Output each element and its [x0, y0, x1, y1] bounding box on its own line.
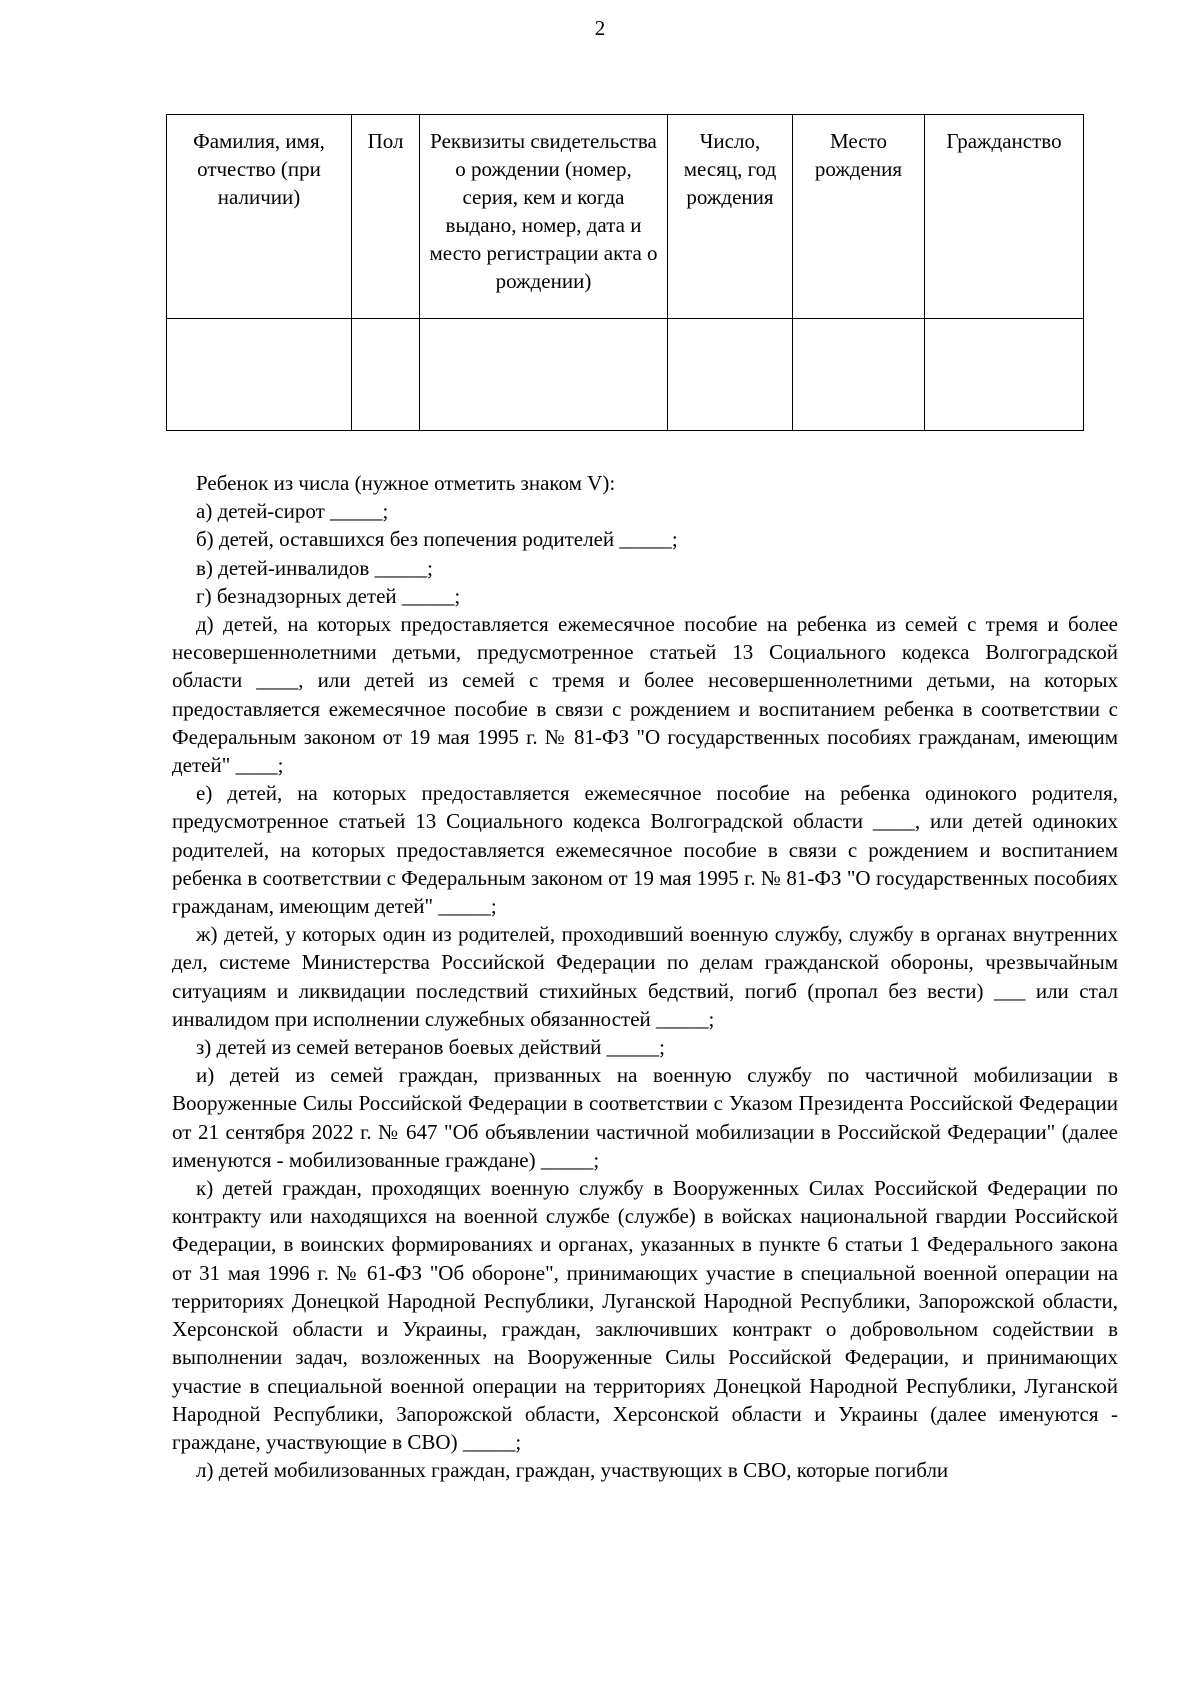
category-item-k: к) детей граждан, проходящих военную службу в Вооруженных Силах Российской Федерации по контракту или находящихся на военной службе (службе) в войсках национальной гвардии Российской Федерации, в воинских формированиях и органах, указанных в пункте 6 статьи 1 Федерального закона от 31 мая 1996 г. № 61-ФЗ "Об обороне", принимающих участие в специальной военной операции на территориях Донецкой Народной Республики, Луганской Народной Республики, Запорожской области, Херсонской области и Украины, граждан, заключивших контракт о добровольном содействии в выполнении задач, возложенных на Вооруженные Силы Российской Федерации, и принимающих участие в специальной военной операции на территориях Донецкой Народной Республики, Луганской Народной Республики, Запорожской области, Херсонской области и Украины (далее именуются - граждане, участвующие в СВО) _____;	[172, 1176, 1118, 1454]
header-full-name: Фамилия, имя, отчество (при наличии)	[167, 115, 352, 319]
table-row	[167, 319, 1084, 431]
category-item-d: д) детей, на которых предоставляется ежемесячное пособие на ребенка из семей с тремя и более несовершеннолетними детьми, предусмотренное статьей 13 Социального кодекса Волгоградской области ____, или детей из семей с тремя и более несовершеннолетними детьми, на которых предоставляется ежемесячное пособие в связи с рождением и воспитанием ребенка в соответствии с Федеральным законом от 19 мая 1995 г. № 81-ФЗ "О государственных пособиях гражданам, имеющим детей" ____;	[172, 612, 1118, 778]
category-intro: Ребенок из числа (нужное отметить знаком V):	[196, 471, 616, 495]
category-item-i: и) детей из семей граждан, призванных на военную службу по частичной мобилизации в Вооруженные Силы Российской Федерации в соответствии с Указом Президента Российской Федерации от 21 сентября 2022 г. № 647 "Об объявлении частичной мобилизации в Российской Федерации" (далее именуются - мобилизованные граждане) _____;	[172, 1063, 1118, 1172]
header-birth-date: Число, месяц, год рождения	[668, 115, 793, 319]
cell-full-name[interactable]	[167, 319, 352, 431]
category-item-zh: ж) детей, у которых один из родителей, проходивший военную службу, службу в органах внутренних дел, системе Министерства Российской Федерации по делам гражданской обороны, чрезвычайным ситуациям и ликвидации последствий стихийных бедствий, погиб (пропал без вести) ___ или стал инвалидом при исполнении служебных обязанностей _____;	[172, 922, 1118, 1031]
page-number: 2	[594, 16, 606, 40]
header-sex: Пол	[352, 115, 420, 319]
category-item-l: л) детей мобилизованных граждан, граждан, участвующих в СВО, которые погибли	[196, 1458, 949, 1483]
table-header-row	[167, 115, 1084, 319]
header-citizenship: Гражданство	[925, 115, 1084, 319]
category-item-b: б) детей, оставшихся без попечения родителей _____;	[196, 527, 678, 552]
header-birth-certificate: Реквизиты свидетельства о рождении (номер, серия, кем и когда выдано, номер, дата и место регистрации акта о рождении)	[420, 115, 668, 319]
category-item-v: в) детей-инвалидов _____;	[196, 555, 433, 580]
children-info-table	[166, 114, 1084, 431]
category-item-z: з) детей из семей ветеранов боевых действий _____;	[196, 1035, 665, 1060]
category-item-g: г) безнадзорных детей _____;	[196, 583, 461, 608]
category-item-a: а) детей-сирот _____;	[196, 499, 389, 524]
header-birth-place: Место рождения	[793, 115, 925, 319]
category-item-e: е) детей, на которых предоставляется ежемесячное пособие на ребенка одинокого родителя, предусмотренное статьей 13 Социального кодекса Волгоградской области ____, или детей одиноких родителей, на которых предоставляется ежемесячное пособие в связи с рождением и воспитанием ребенка в соответствии с Федеральным законом от 19 мая 1995 г. № 81-ФЗ "О государственных пособиях гражданам, имеющим детей" _____;	[172, 781, 1118, 919]
cell-birth-place[interactable]	[793, 319, 925, 431]
cell-citizenship[interactable]	[925, 319, 1084, 431]
cell-birth-date[interactable]	[668, 319, 793, 431]
category-list	[172, 469, 1118, 1484]
cell-birth-certificate[interactable]	[420, 319, 668, 431]
cell-sex[interactable]	[352, 319, 420, 431]
